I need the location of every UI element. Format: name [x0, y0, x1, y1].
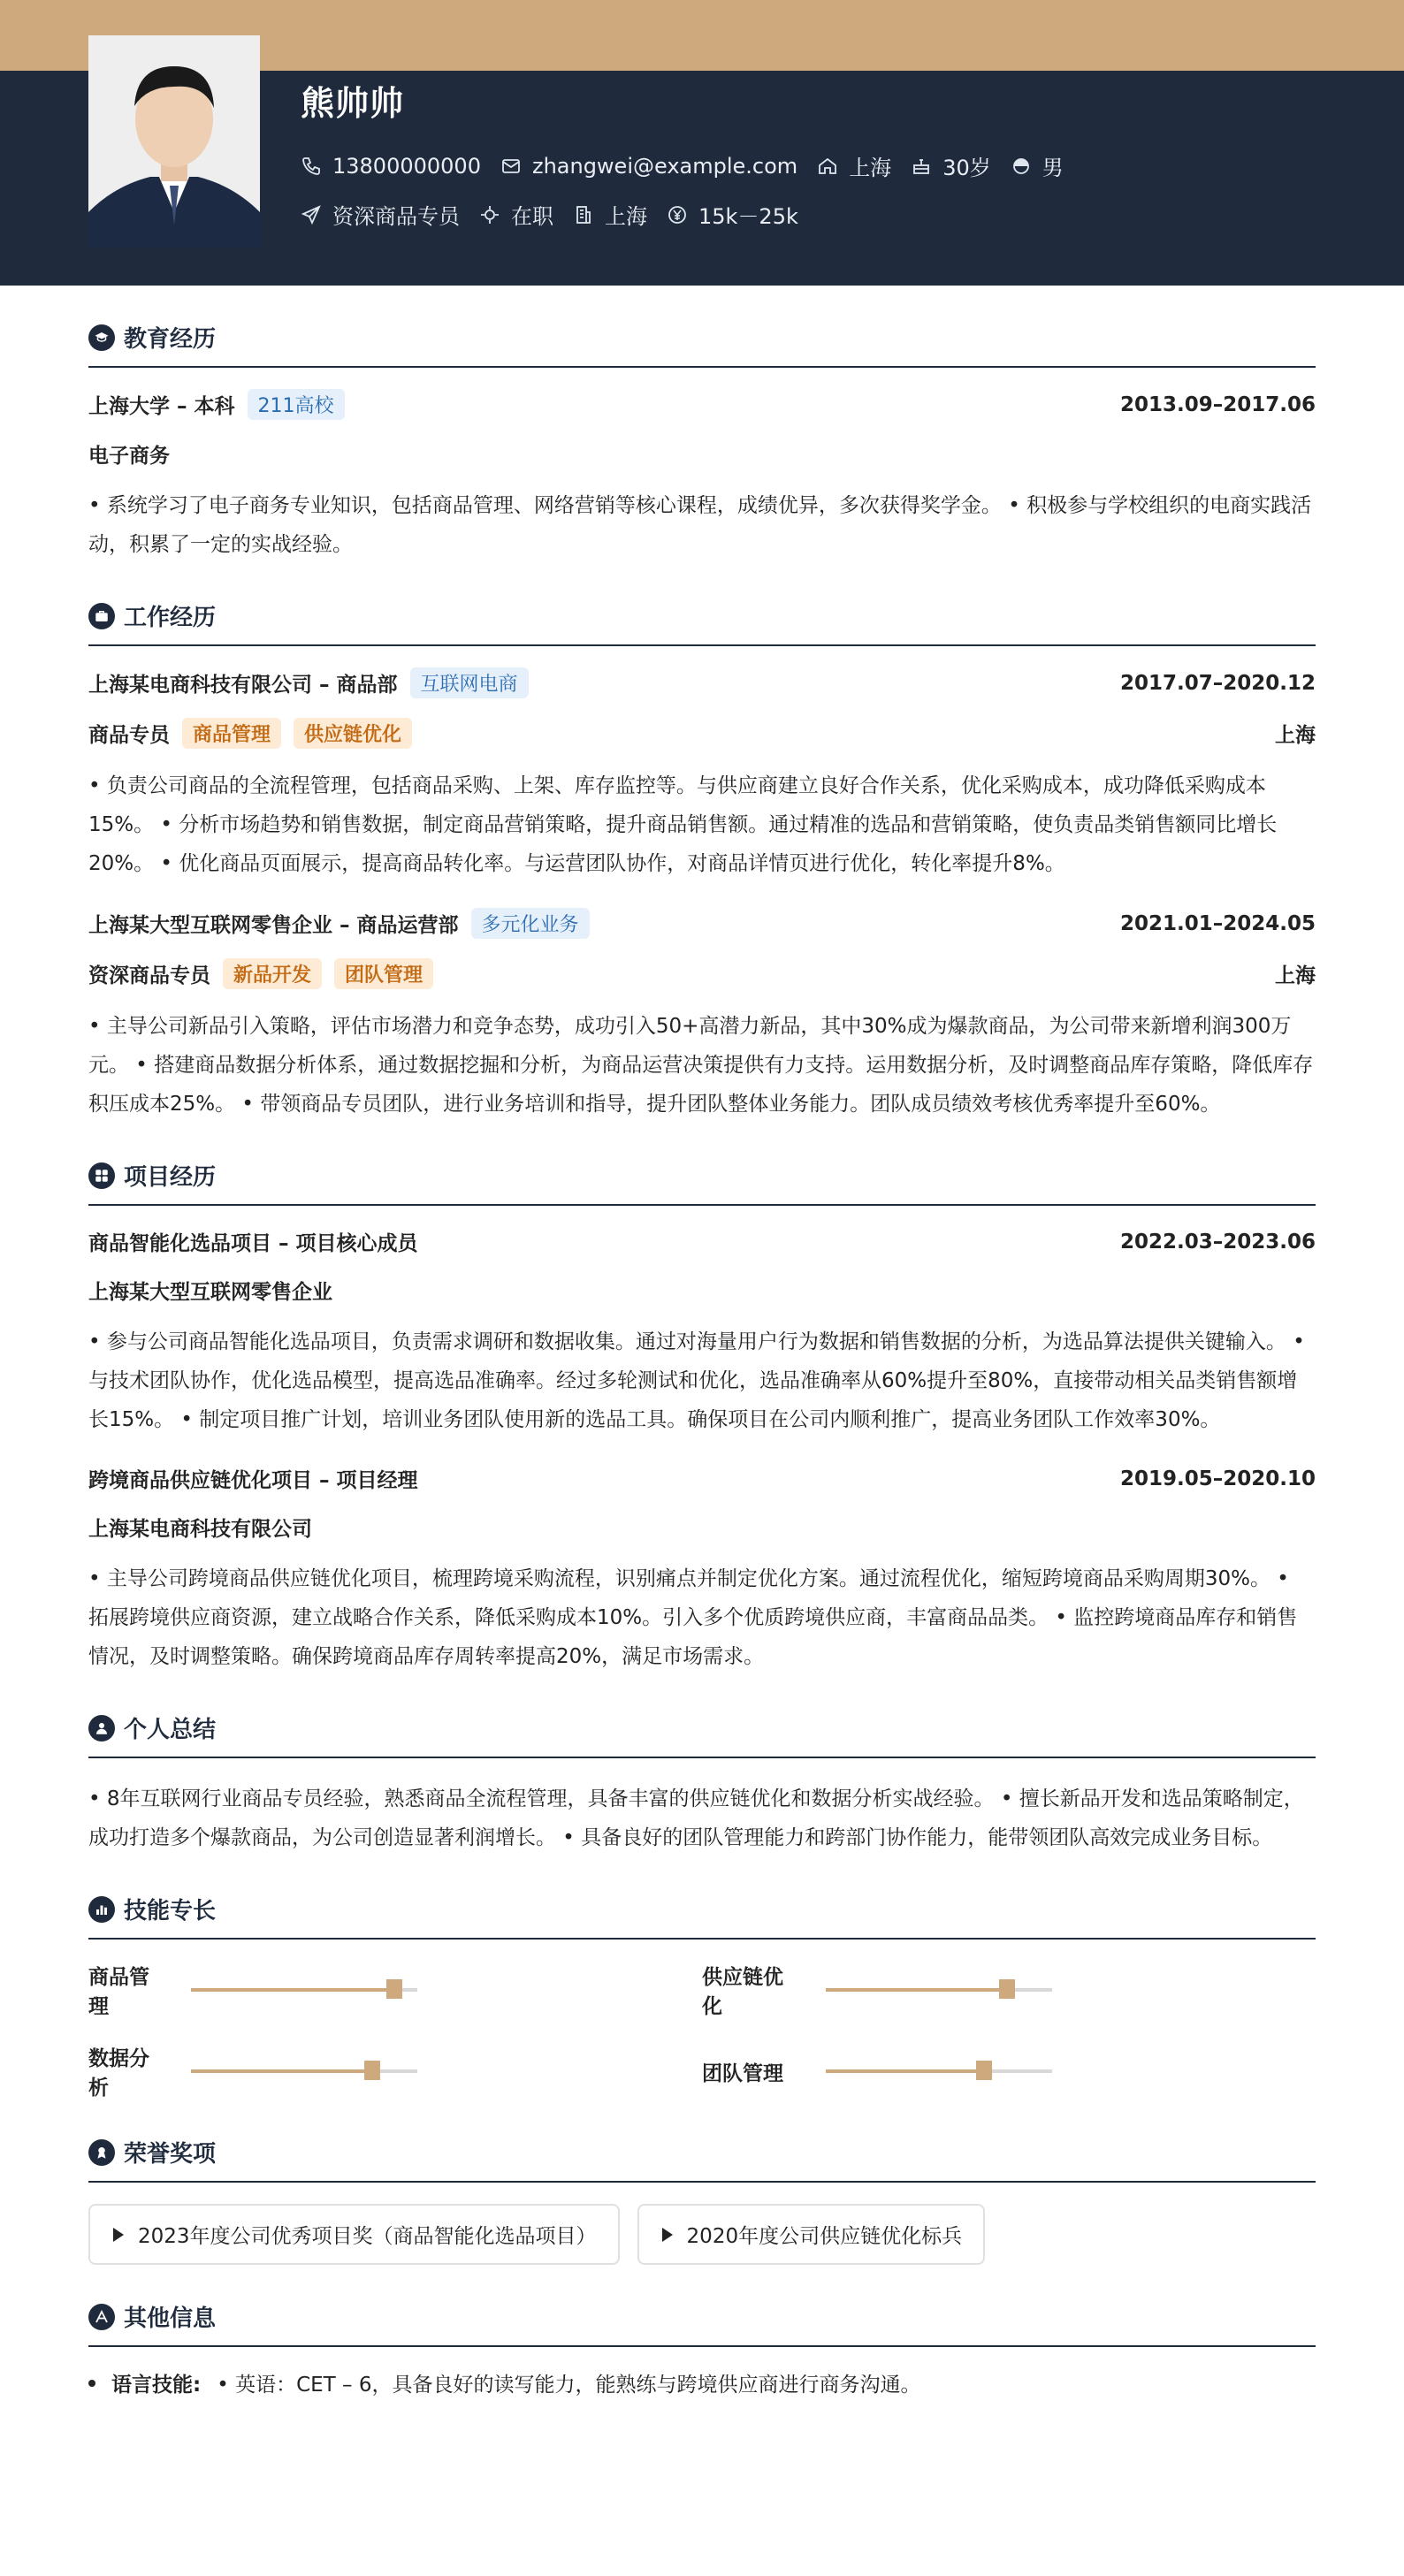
target-role-text: 资深商品专员	[332, 204, 460, 229]
gender-item	[1011, 150, 1064, 181]
grid-icon	[88, 1162, 115, 1189]
skill-item	[88, 1961, 702, 2019]
age-text: 30岁	[942, 156, 991, 180]
work-item	[88, 667, 1316, 883]
target-city-item	[573, 199, 647, 230]
skills-heading: 技能专长	[124, 1898, 217, 1924]
other-title	[88, 2300, 1316, 2347]
skill-tag: 供应链优化	[294, 718, 412, 749]
skill-name: 商品管理	[88, 1966, 149, 2018]
major: 电子商务	[88, 445, 170, 468]
phone-text: 13800000000	[332, 153, 481, 179]
project-title: 跨境商品供应链优化项目 – 项目经理	[88, 1469, 418, 1492]
summary-title	[88, 1711, 1316, 1758]
skill-item	[702, 1961, 1316, 2019]
mail-icon	[500, 156, 522, 177]
project-org: 上海某大型互联网零售企业	[88, 1281, 332, 1304]
work-desc: • 负责公司商品的全流程管理，包括商品采购、上架、库存监控等。与供应商建立良好合作关系，优化采购成本，成功降低采购成本15%。 • 分析市场趋势和销售数据，制定商品营销策略，提升商品销售额。通过精准的选品和营销策略，使负责品类销售额同比增长20%。 • 优化商品页面展示，提高商品转化率。与运营团队协作，对商品详情页进行优化，转化率提升8%。	[88, 774, 1278, 875]
work-heading: 工作经历	[124, 605, 217, 631]
work-city: 上海	[1275, 964, 1316, 987]
education-desc: • 系统学习了电子商务专业知识，包括商品管理、网络营销等核心课程，成绩优异，多次获得奖学金。 • 积极参与学校组织的电商实践活动，积累了一定的实战经验。	[88, 494, 1312, 556]
summary-text: • 8年互联网行业商品专员经验，熟悉商品全流程管理，具备丰富的供应链优化和数据分析实战经验。 • 擅长新品开发和选品策略制定，成功打造多个爆款商品，为公司创造显著利润增长。 • 具备良好的团队管理能力和跨部门协作能力，能带领团队高效完成业务目标。	[88, 1787, 1304, 1849]
skill-bar	[826, 1988, 1052, 1992]
projects-title	[88, 1159, 1316, 1206]
age-item	[911, 150, 991, 181]
work-dates: 2021.01–2024.05	[1119, 911, 1316, 935]
awards-heading: 荣誉奖项	[124, 2141, 217, 2168]
bullet-dot	[88, 2380, 95, 2387]
email-item	[500, 154, 797, 179]
school-badge: 211高校	[248, 389, 345, 420]
skills-title	[88, 1893, 1316, 1940]
summary-section	[88, 1711, 1316, 1857]
education-heading: 教育经历	[124, 326, 217, 353]
project-title: 商品智能化选品项目 – 项目核心成员	[88, 1232, 418, 1255]
salary-item	[667, 199, 798, 230]
city-text: 上海	[849, 156, 892, 180]
job-role: 商品专员	[88, 724, 170, 747]
skills-section	[88, 1893, 1316, 2100]
skill-fill	[826, 1988, 1007, 1992]
award-item	[88, 2204, 620, 2265]
work-title	[88, 599, 1316, 646]
home-icon	[817, 156, 838, 177]
skill-tag: 团队管理	[334, 958, 433, 989]
work-city: 上海	[1275, 724, 1316, 747]
avatar	[88, 35, 260, 248]
skill-item	[88, 2042, 702, 2100]
skill-knob	[976, 2061, 992, 2080]
gender-icon	[1011, 156, 1032, 177]
work-desc: • 主导公司新品引入策略，评估市场潜力和竞争态势，成功引入50+高潜力新品，其中30%成为爆款商品，为公司带来新增利润300万元。 • 搭建商品数据分析体系，通过数据挖掘和分析，为商品运营决策提供有力支持。运用数据分析，及时调整商品库存策略，降低库存积压成本25%。 • 带领商品专员团队，进行业务培训和指导，提升团队整体业务能力。团队成员绩效考核优秀率提升至60%。	[88, 1015, 1314, 1116]
project-org: 上海某电商科技有限公司	[88, 1518, 312, 1541]
company-badge: 互联网电商	[410, 667, 529, 698]
salary-text: 15k－25k	[698, 204, 798, 229]
education-dates: 2013.09–2017.06	[1119, 392, 1316, 416]
job-role: 资深商品专员	[88, 964, 210, 987]
school-name: 上海大学 – 本科	[88, 395, 235, 418]
award-text: 2020年度公司供应链优化标兵	[686, 2225, 963, 2248]
other-section	[88, 2300, 1316, 2397]
awards-list	[88, 2204, 1316, 2265]
award-item	[637, 2204, 986, 2265]
education-section	[88, 321, 1316, 564]
skill-knob	[364, 2061, 380, 2080]
skill-tag: 商品管理	[182, 718, 281, 749]
other-label: 语言技能:	[111, 2374, 202, 2397]
award-text: 2023年度公司优秀项目奖（商品智能化选品项目）	[138, 2225, 597, 2248]
building-icon	[573, 204, 594, 225]
project-item	[88, 1227, 1316, 1439]
job-intent-row	[301, 199, 798, 230]
company-badge: 多元化业务	[471, 908, 590, 939]
status-text: 在职	[511, 204, 553, 229]
skill-name: 数据分析	[88, 2047, 149, 2100]
projects-section	[88, 1159, 1316, 1676]
target-city-text: 上海	[605, 204, 647, 229]
language-icon	[88, 2304, 115, 2330]
skill-fill	[191, 1988, 394, 1992]
briefcase-icon	[88, 603, 115, 629]
skill-knob	[386, 1979, 402, 1999]
summary-heading: 个人总结	[124, 1717, 217, 1743]
skill-bar	[191, 1988, 417, 1992]
work-dates: 2017.07–2020.12	[1119, 671, 1316, 695]
triangle-right-icon	[660, 2227, 675, 2243]
skill-knob	[999, 1979, 1015, 1999]
other-heading: 其他信息	[124, 2305, 217, 2332]
status-item	[479, 199, 553, 230]
education-line	[88, 389, 1316, 420]
skill-item	[702, 2042, 1316, 2100]
company-name: 上海某电商科技有限公司 – 商品部	[88, 674, 398, 697]
phone-item	[301, 154, 481, 179]
education-title	[88, 321, 1316, 368]
skill-tag: 新品开发	[223, 958, 322, 989]
other-item	[88, 2368, 1316, 2397]
skill-bar	[191, 2069, 417, 2073]
awards-title	[88, 2136, 1316, 2183]
email-text: zhangwei@example.com	[531, 153, 798, 179]
work-section	[88, 599, 1316, 1124]
skill-name: 供应链优化	[702, 1966, 783, 2018]
company-name: 上海某大型互联网零售企业 – 商品运营部	[88, 914, 459, 937]
work-item	[88, 908, 1316, 1124]
skill-fill	[191, 2069, 372, 2073]
city-item	[817, 150, 891, 181]
phone-icon	[301, 156, 322, 177]
projects-heading: 项目经历	[124, 1164, 217, 1191]
gender-text: 男	[1042, 156, 1064, 180]
avatar-portrait-icon	[88, 35, 260, 248]
profile-header	[0, 71, 1404, 286]
skill-bar	[826, 2069, 1052, 2073]
graduation-cap-icon	[88, 324, 115, 351]
yen-icon	[667, 204, 688, 225]
contact-info-row	[301, 150, 1064, 181]
skill-fill	[826, 2069, 984, 2073]
bar-chart-icon	[88, 1896, 115, 1923]
project-dates: 2019.05–2020.10	[1119, 1467, 1316, 1490]
resume-body	[88, 286, 1316, 2397]
triangle-right-icon	[111, 2227, 126, 2243]
cake-icon	[911, 156, 932, 177]
project-desc: • 参与公司商品智能化选品项目，负责需求调研和数据收集。通过对海量用户行为数据和销售数据的分析，为选品算法提供关键输入。 • 与技术团队协作，优化选品模型，提高选品准确率。经过多轮测试和优化，选品准确率从60%提升至80%，直接带动相关品类销售额增长15%。 • 制定项目推广计划，培训业务团队使用新的选品工具。确保项目在公司内顺利推广，提高业务团队工作效率30%。	[88, 1330, 1305, 1431]
award-icon	[88, 2139, 115, 2166]
target-role-item	[301, 199, 460, 230]
status-icon	[479, 204, 500, 225]
project-item	[88, 1464, 1316, 1676]
awards-section	[88, 2136, 1316, 2265]
candidate-name: 熊帅帅	[301, 84, 405, 123]
other-value: • 英语：CET – 6，具备良好的读写能力，能熟练与跨境供应商进行商务沟通。	[217, 2374, 921, 2397]
send-icon	[301, 204, 322, 225]
skills-grid	[88, 1961, 1316, 2100]
person-icon	[88, 1715, 115, 1741]
skill-name: 团队管理	[702, 2062, 783, 2085]
project-desc: • 主导公司跨境商品供应链优化项目，梳理跨境采购流程，识别痛点并制定优化方案。通过流程优化，缩短跨境商品采购周期30%。 • 拓展跨境供应商资源，建立战略合作关系，降低采购成本10%。引入多个优质跨境供应商，丰富商品品类。 • 监控跨境商品库存和销售情况，及时调整策略。确保跨境商品库存周转率提高20%，满足市场需求。	[88, 1567, 1298, 1668]
project-dates: 2022.03–2023.06	[1119, 1230, 1316, 1254]
